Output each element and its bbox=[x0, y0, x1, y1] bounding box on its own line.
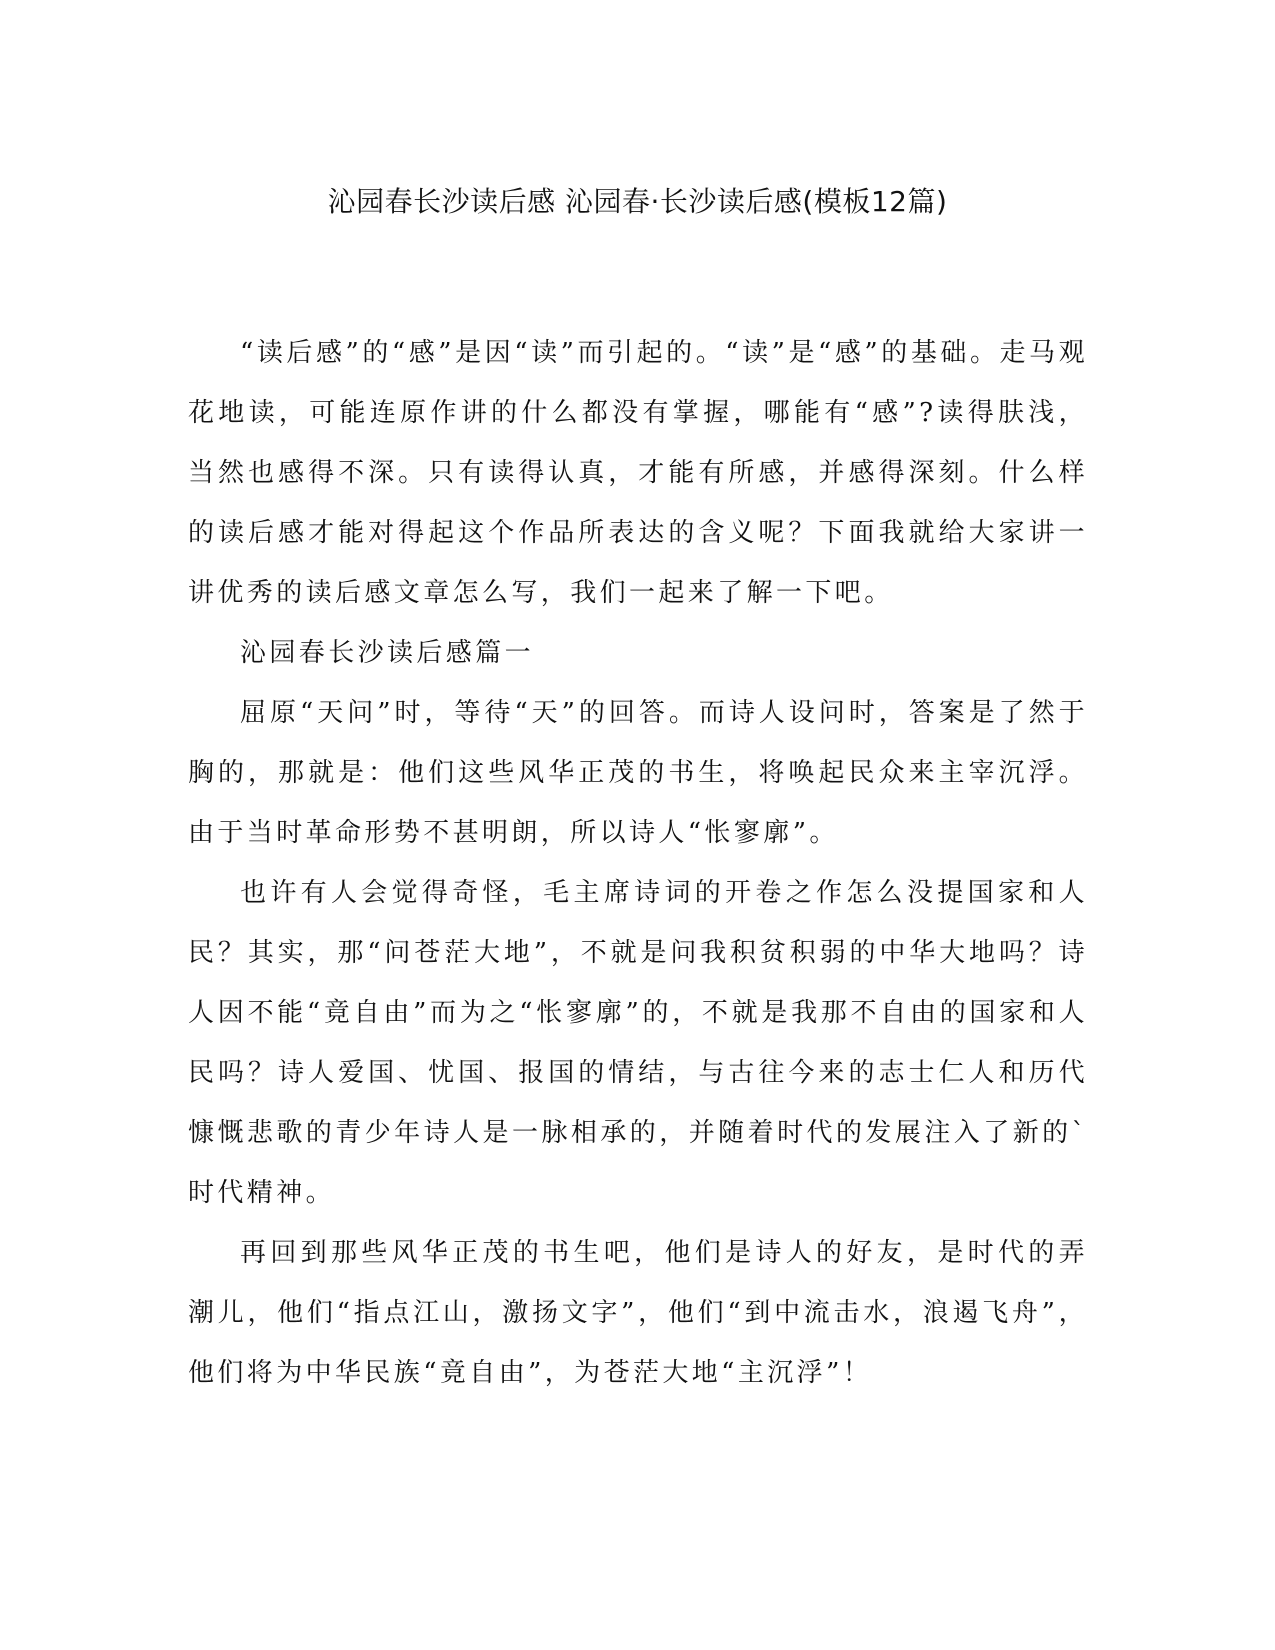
body-paragraph: 再回到那些风华正茂的书生吧，他们是诗人的好友，是时代的弄潮儿，他们“指点江山，激扬文字”，他们“到中流击水，浪遏飞舟”，他们将为中华民族“竟自由”，为苍茫大地“主沉浮”！ bbox=[188, 1238, 1088, 1388]
intro-paragraph: “读后感”的“感”是因“读”而引起的。“读”是“感”的基础。走马观花地读，可能连原作讲的什么都没有掌握，哪能有“感”?读得肤浅，当然也感得不深。只有读得认真，才能有所感，并感得深刻。什么样的读后感才能对得起这个作品所表达的含义呢？下面我就给大家讲一讲优秀的读后感文章怎么写，我们一起来了解一下吧。 bbox=[188, 338, 1088, 608]
document-body bbox=[188, 323, 1088, 1403]
body-paragraph: 屈原“天问”时，等待“天”的回答。而诗人设问时，答案是了然于胸的，那就是：他们这些风华正茂的书生，将唤起民众来主宰沉浮。由于当时革命形势不甚明朗，所以诗人“怅寥廓”。 bbox=[188, 698, 1088, 848]
document-title: 沁园春长沙读后感 沁园春·长沙读后感(模板12篇) bbox=[327, 185, 948, 218]
section-heading: 沁园春长沙读后感篇一 bbox=[240, 638, 535, 668]
body-paragraph: 也许有人会觉得奇怪，毛主席诗词的开卷之作怎么没提国家和人民？其实，那“问苍茫大地”，不就是问我积贫积弱的中华大地吗？诗人因不能“竟自由”而为之“怅寥廓”的，不就是我那不自由的国家和人民吗？诗人爱国、忧国、报国的情结，与古往今来的志士仁人和历代慷慨悲歌的青少年诗人是一脉相承的，并随着时代的发展注入了新的`时代精神。 bbox=[188, 878, 1088, 1208]
